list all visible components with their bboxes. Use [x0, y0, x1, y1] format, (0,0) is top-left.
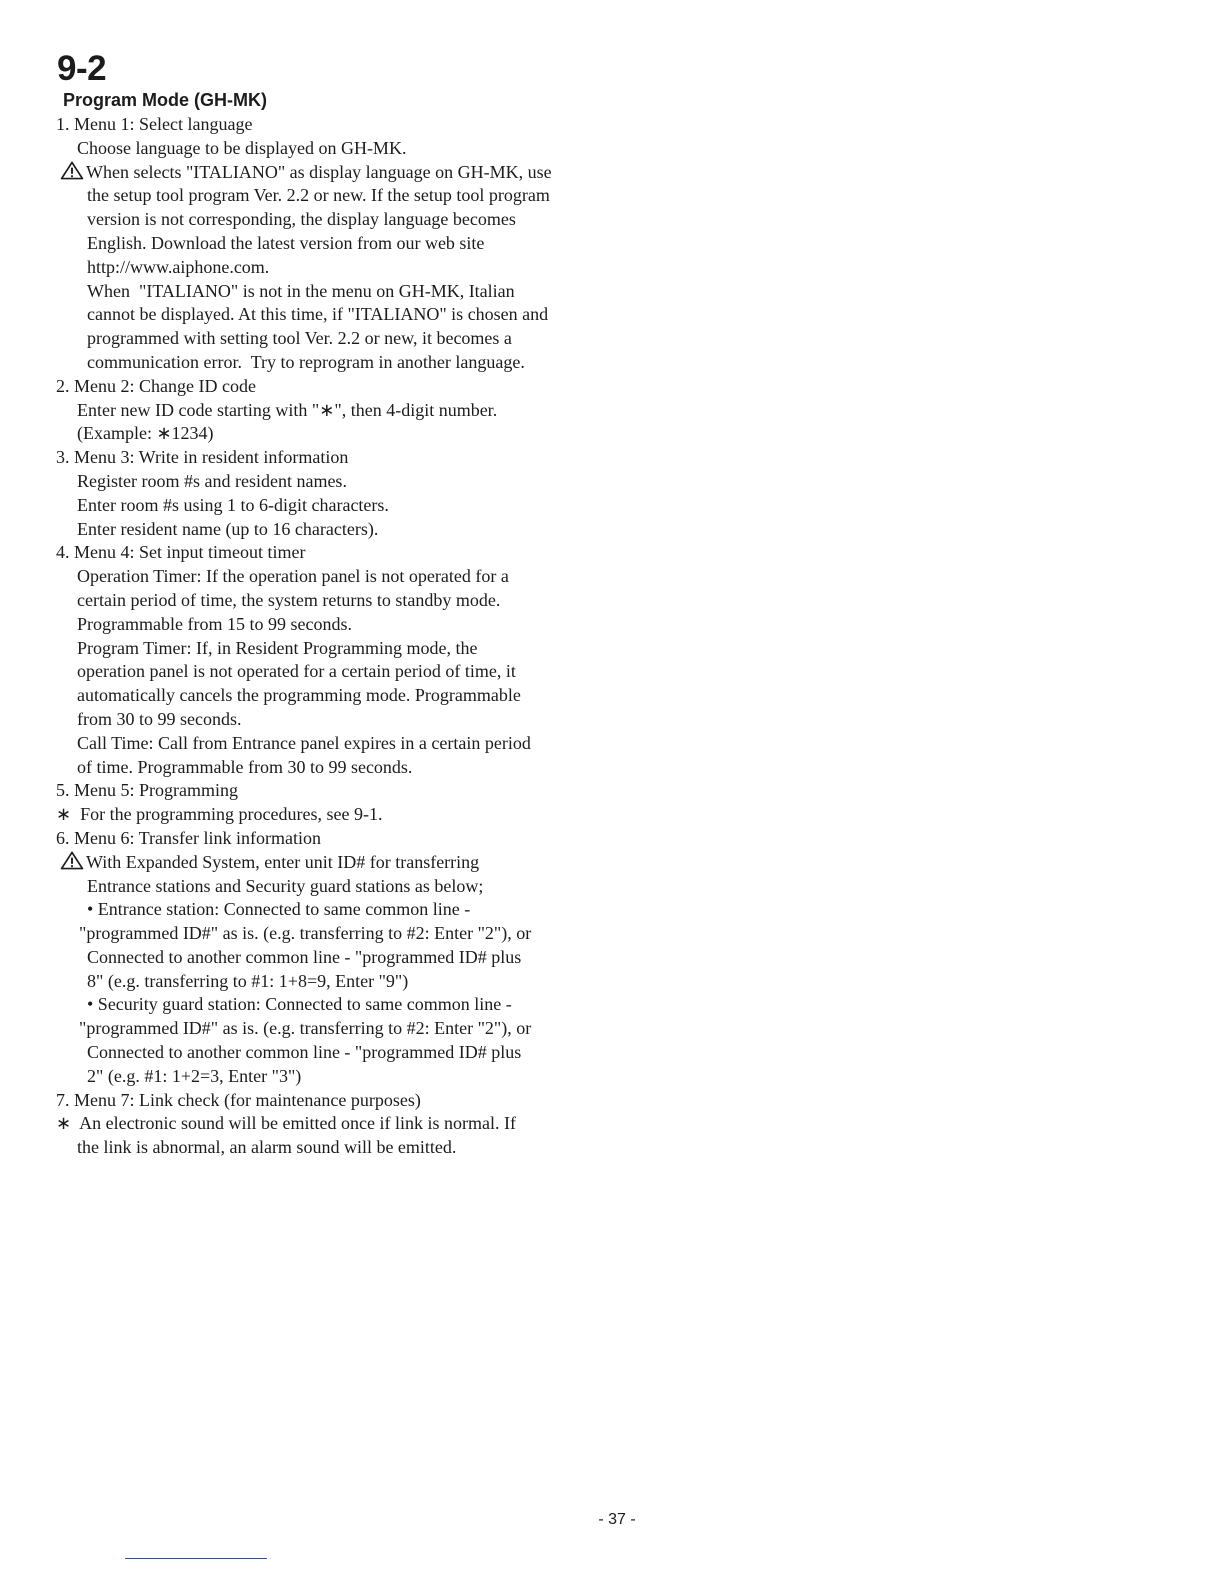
menu-5-heading: 5. Menu 5: Programming	[56, 780, 238, 801]
warning-triangle-icon	[60, 161, 84, 180]
menu-6-caution	[56, 851, 636, 875]
menu-4-text: operation panel is not operated for a certain period of time, it	[77, 661, 516, 682]
menu-3-text: Enter room #s using 1 to 6-digit characters.	[77, 494, 389, 515]
menu-7-heading: 7. Menu 7: Link check (for maintenance purposes)	[56, 1089, 421, 1110]
caution-text: version is not corresponding, the display language becomes	[87, 209, 516, 230]
bullet-text: 8" (e.g. transferring to #1: 1+8=9, Enter "9")	[87, 970, 409, 991]
bullet-text: "programmed ID#" as is. (e.g. transferring to #2: Enter "2"), or	[79, 923, 532, 944]
caution-text: programmed with setting tool Ver. 2.2 or new, it becomes a	[87, 328, 512, 349]
caution-text: With Expanded System, enter unit ID# for transferring	[86, 851, 480, 872]
menu-3-heading: 3. Menu 3: Write in resident information	[56, 447, 349, 468]
bullet-entrance-station: • Entrance station: Connected to same common line -	[87, 899, 471, 920]
caution-text: cannot be displayed. At this time, if "ITALIANO" is chosen and	[87, 304, 549, 325]
menu-5-note: ∗ For the programming procedures, see 9-1.	[56, 804, 383, 825]
warning-triangle-icon	[60, 851, 84, 870]
menu-4-heading: 4. Menu 4: Set input timeout timer	[56, 542, 306, 563]
website-url: http://www.aiphone.com.	[87, 256, 270, 277]
caution-text: English. Download the latest version from our web site	[87, 232, 485, 253]
menu-3-text: Register room #s and resident names.	[77, 470, 347, 491]
menu-2-text: (Example: ∗1234)	[77, 423, 214, 444]
caution-text: When "ITALIANO" is not in the menu on GH-MK, Italian	[87, 280, 515, 301]
caution-text: communication error. Try to reprogram in another language.	[87, 351, 525, 372]
caution-text: Entrance stations and Security guard stations as below;	[87, 875, 484, 896]
menu-7-note: ∗ An electronic sound will be emitted once if link is normal. If	[56, 1113, 516, 1134]
section-number: 9-2	[57, 49, 107, 88]
menu-4-text: Operation Timer: If the operation panel is not operated for a	[77, 566, 509, 587]
footnote-rule	[125, 1558, 267, 1559]
menu-2-text: Enter new ID code starting with "∗", then 4-digit number.	[77, 399, 498, 420]
menu-7-note: the link is abnormal, an alarm sound will be emitted.	[77, 1137, 457, 1158]
menu-4-text: Programmable from 15 to 99 seconds.	[77, 613, 352, 634]
menu-4-text: Program Timer: If, in Resident Programming mode, the	[77, 637, 478, 658]
section-title: Program Mode (GH-MK)	[63, 90, 267, 110]
menu-3-text: Enter resident name (up to 16 characters).	[77, 518, 379, 539]
bullet-text: Connected to another common line - "programmed ID# plus	[87, 946, 522, 967]
menu-4-text: automatically cancels the programming mode. Programmable	[77, 685, 521, 706]
menu-6-heading: 6. Menu 6: Transfer link information	[56, 827, 321, 848]
caution-text: the setup tool program Ver. 2.2 or new. If the setup tool program	[87, 185, 550, 206]
menu-4-text: of time. Programmable from 30 to 99 seconds.	[77, 756, 413, 777]
bullet-text: "programmed ID#" as is. (e.g. transferring to #2: Enter "2"), or	[79, 1018, 532, 1039]
caution-text: When selects "ITALIANO" as display language on GH-MK, use	[86, 161, 552, 182]
menu-4-text: Call Time: Call from Entrance panel expires in a certain period	[77, 732, 531, 753]
body-text	[56, 113, 636, 1160]
page-number: - 37 -	[598, 1511, 636, 1528]
menu-2-heading: 2. Menu 2: Change ID code	[56, 375, 256, 396]
menu-1-text: Choose language to be displayed on GH-MK.	[77, 137, 407, 158]
menu-1-heading: 1. Menu 1: Select language	[56, 114, 253, 134]
bullet-text: 2" (e.g. #1: 1+2=3, Enter "3")	[87, 1065, 302, 1086]
bullet-text: Connected to another common line - "programmed ID# plus	[87, 1042, 522, 1063]
menu-4-text: certain period of time, the system returns to standby mode.	[77, 589, 501, 610]
menu-1-caution	[56, 161, 636, 185]
menu-4-text: from 30 to 99 seconds.	[77, 708, 242, 729]
bullet-security-guard-station: • Security guard station: Connected to same common line -	[87, 994, 512, 1015]
